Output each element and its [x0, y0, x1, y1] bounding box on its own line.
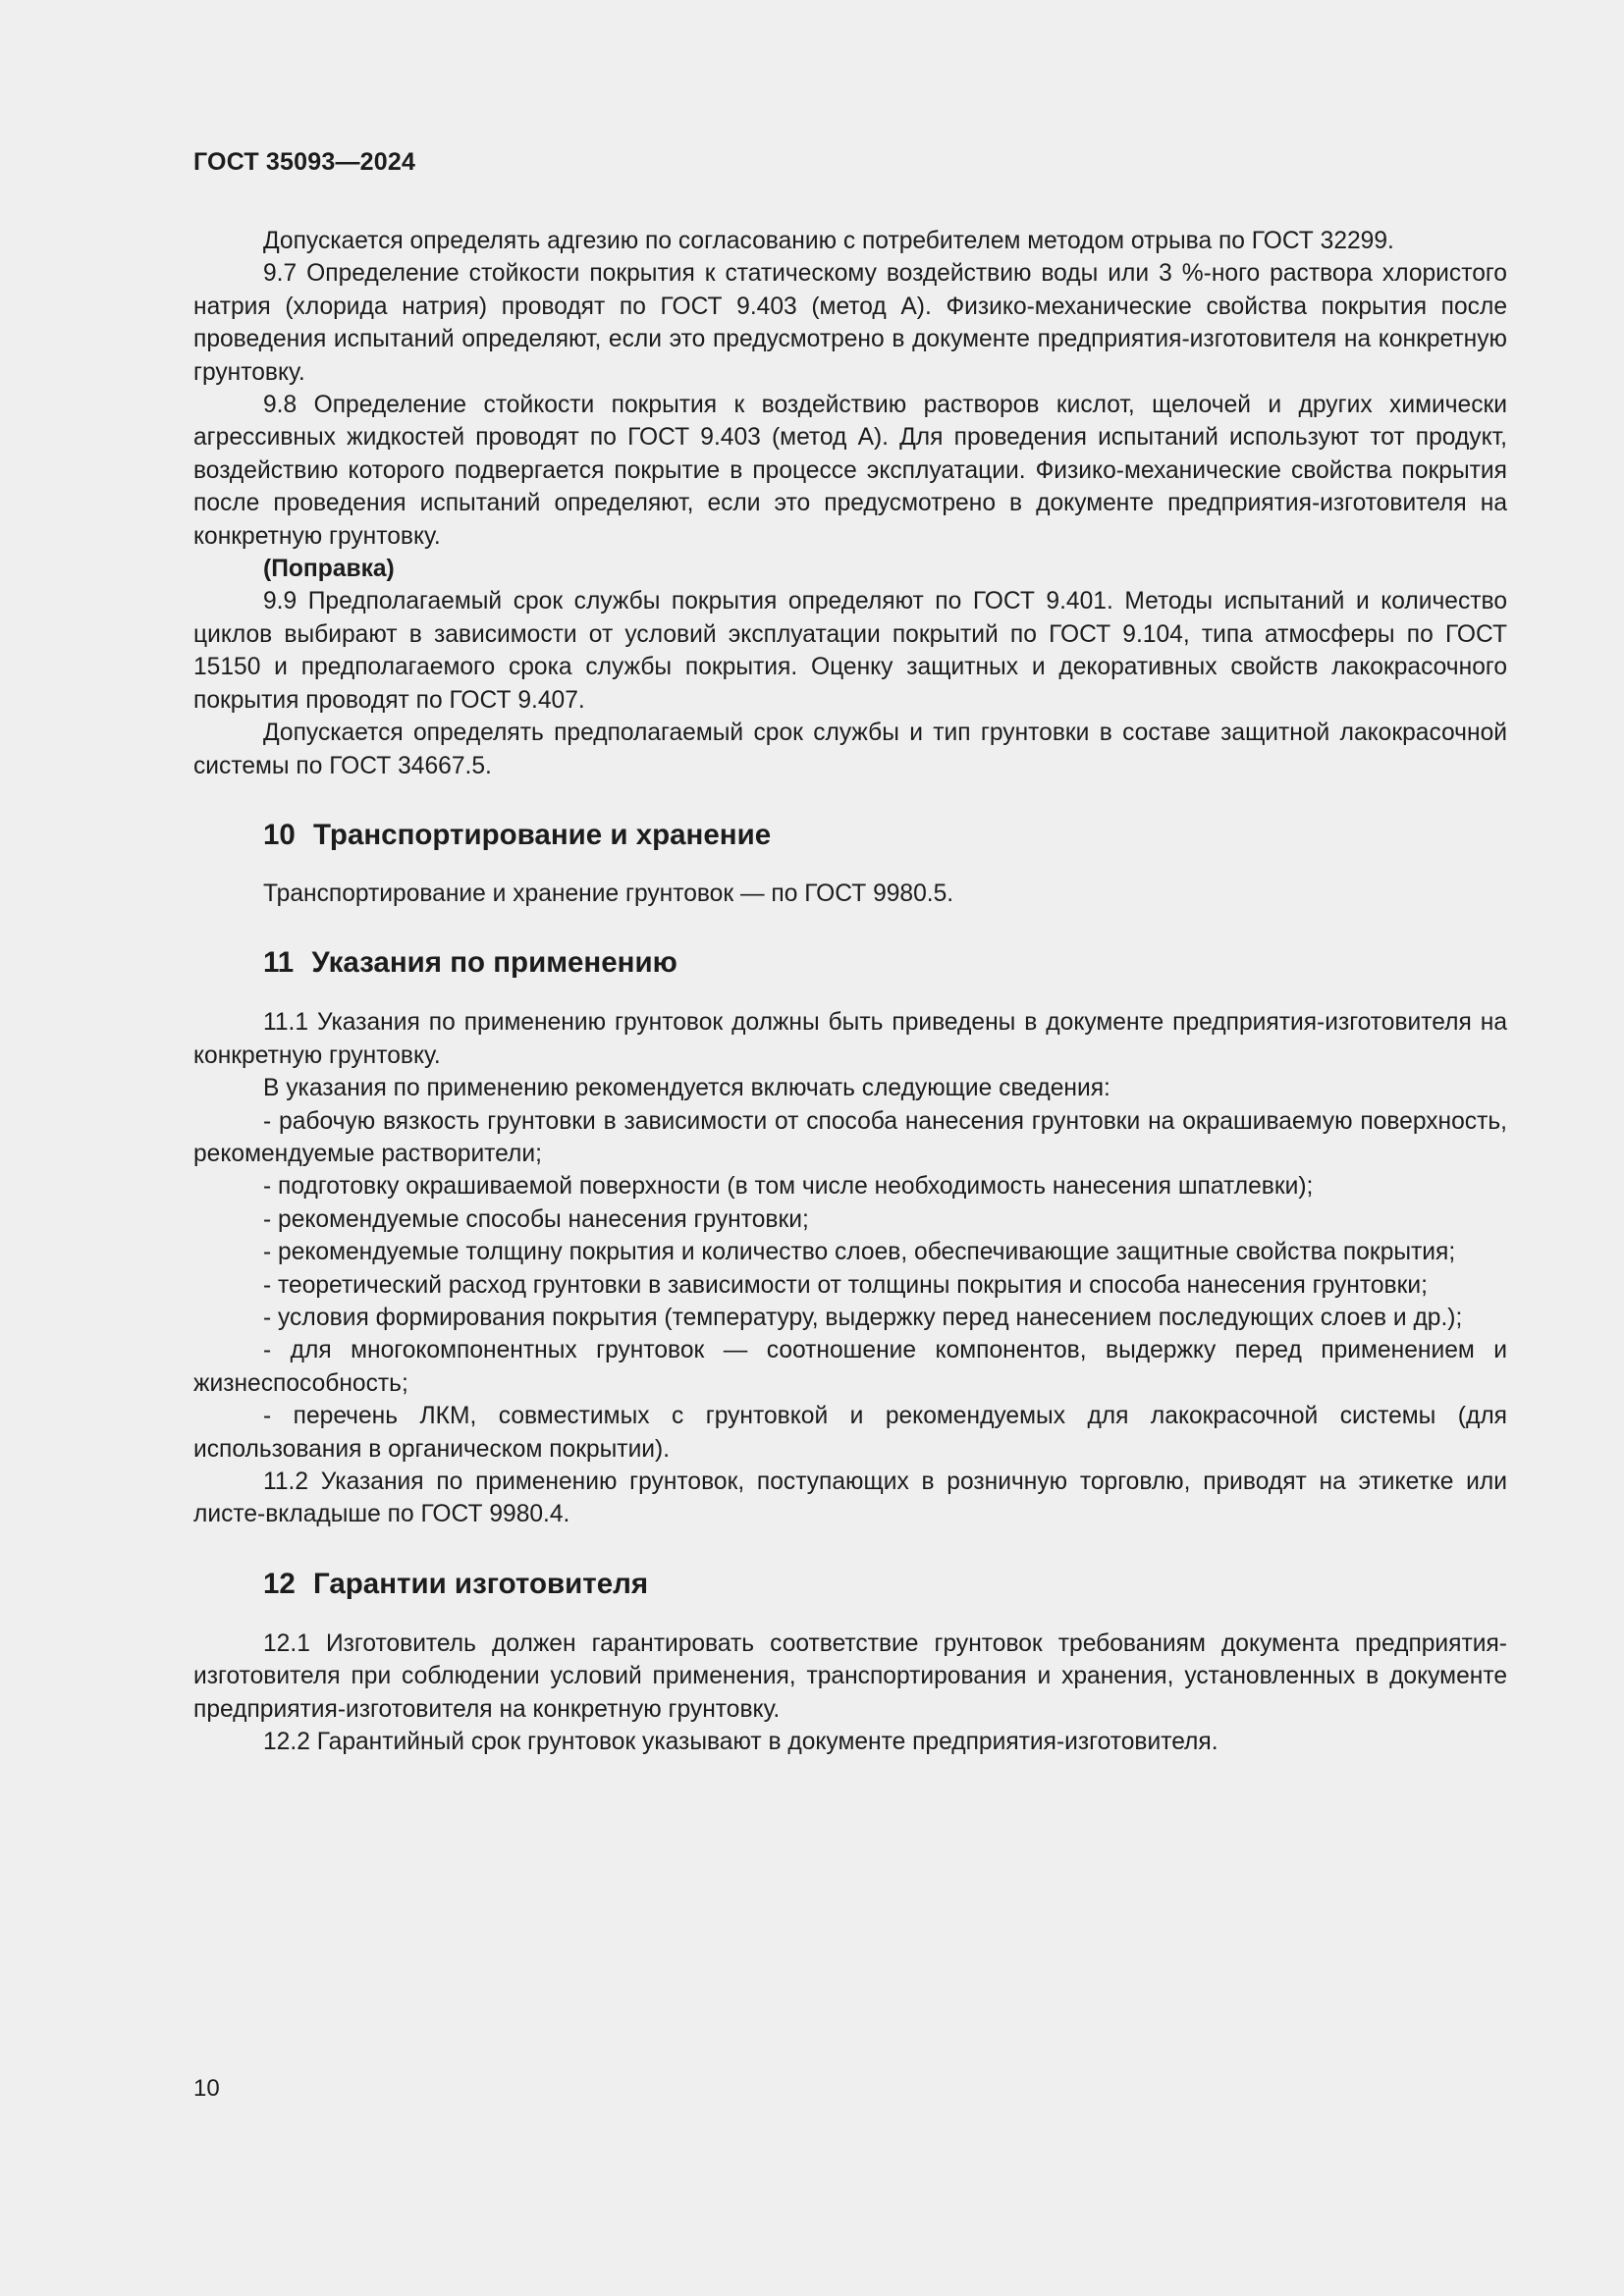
paragraph-9-9: 9.9 Предполагаемый срок службы покрытия определяют по ГОСТ 9.401. Методы испытаний и количество циклов выбирают в зависимости от условий эксплуатации покрытий по ГОСТ 9.104, типа атмосферы по ГОСТ 15150 и предполагаемого срока службы покрытия. Оценку защитных и декоративных свойств лакокрасочного покрытия проводят по ГОСТ 9.407.: [193, 588, 1507, 714]
section-number: 12: [263, 1567, 296, 1600]
list-item: - для многокомпонентных грунтовок — соотношение компонентов, выдержку перед применением и жизнеспособность;: [193, 1337, 1507, 1397]
paragraph: В указания по применению рекомендуется включать следующие сведения:: [263, 1075, 1110, 1102]
section-title: Гарантии изготовителя: [313, 1567, 649, 1600]
paragraph-11-2: 11.2 Указания по применению грунтовок, поступающих в розничную торговлю, приводят на этикетке или листе-вкладыше по ГОСТ 9980.4.: [193, 1468, 1507, 1528]
paragraph: Допускается определять предполагаемый срок службы и тип грунтовки в составе защитной лакокрасочной системы по ГОСТ 34667.5.: [193, 720, 1507, 779]
paragraph: Транспортирование и хранение грунтовок — по ГОСТ 9980.5.: [263, 880, 954, 907]
section-number: 10: [263, 818, 296, 851]
list-item: - рабочую вязкость грунтовки в зависимости от способа нанесения грунтовки на окрашиваемую поверхность, рекомендуемые растворители;: [193, 1107, 1507, 1167]
paragraph-12-2: 12.2 Гарантийный срок грунтовок указывают в документе предприятия-изготовителя.: [263, 1729, 1218, 1756]
amendment-note: (Поправка): [263, 556, 395, 583]
section-heading-11: [193, 945, 1507, 981]
section-heading-10: [193, 818, 1507, 853]
list-item: - подготовку окрашиваемой поверхности (в том числе необходимость нанесения шпатлевки);: [263, 1173, 1314, 1201]
paragraph-9-7: 9.7 Определение стойкости покрытия к статическому воздействию воды или 3 %-ного раствора хлористого натрия (хлорида натрия) проводят по ГОСТ 9.403 (метод А). Физико-механические свойства покрытия после проведения испытаний определяют, если это предусмотрено в документе предприятия-изготовителя на конкретную грунтовку.: [193, 260, 1507, 386]
section-title: Транспортирование и хранение: [313, 818, 772, 851]
list-item: - перечень ЛКМ, совместимых с грунтовкой и рекомендуемых для лакокрасочной системы (для использования в органическом покрытии).: [193, 1403, 1507, 1463]
paragraph-9-8: 9.8 Определение стойкости покрытия к воздействию растворов кислот, щелочей и других химически агрессивных жидкостей проводят по ГОСТ 9.403 (метод А). Для проведения испытаний используют тот продукт, воздействию которого подвергается покрытие в процессе эксплуатации. Физико-механические свойства покрытия после проведения испытаний определяют, если это предусмотрено в документе предприятия-изготовителя на конкретную грунтовку.: [193, 392, 1507, 550]
section-heading-12: [193, 1567, 1507, 1602]
page-number: 10: [193, 2075, 220, 2102]
list-item: - рекомендуемые способы нанесения грунтовки;: [263, 1205, 809, 1233]
paragraph-11-1: 11.1 Указания по применению грунтовок должны быть приведены в документе предприятия-изготовителя на конкретную грунтовку.: [193, 1009, 1507, 1069]
section-number: 11: [263, 946, 295, 980]
paragraph-12-1: 12.1 Изготовитель должен гарантировать соответствие грунтовок требованиям документа предприятия-изготовителя при соблюдении условий применения, транспортирования и хранения, установленных в документе предприятия-изготовителя на конкретную грунтовку.: [193, 1629, 1507, 1723]
list-item: - условия формирования покрытия (температуру, выдержку перед нанесением последующих слоев и др.);: [263, 1304, 1463, 1331]
section-title: Указания по применению: [311, 946, 677, 980]
paragraph: Допускается определять адгезию по согласованию с потребителем методом отрыва по ГОСТ 32299.: [263, 228, 1394, 254]
document-header: ГОСТ 35093—2024: [193, 148, 416, 176]
document-body: [193, 225, 1507, 1758]
list-item: - теоретический расход грунтовки в зависимости от толщины покрытия и способа нанесения грунтовки;: [263, 1271, 1428, 1299]
list-item: - рекомендуемые толщину покрытия и количество слоев, обеспечивающие защитные свойства покрытия;: [263, 1239, 1456, 1266]
